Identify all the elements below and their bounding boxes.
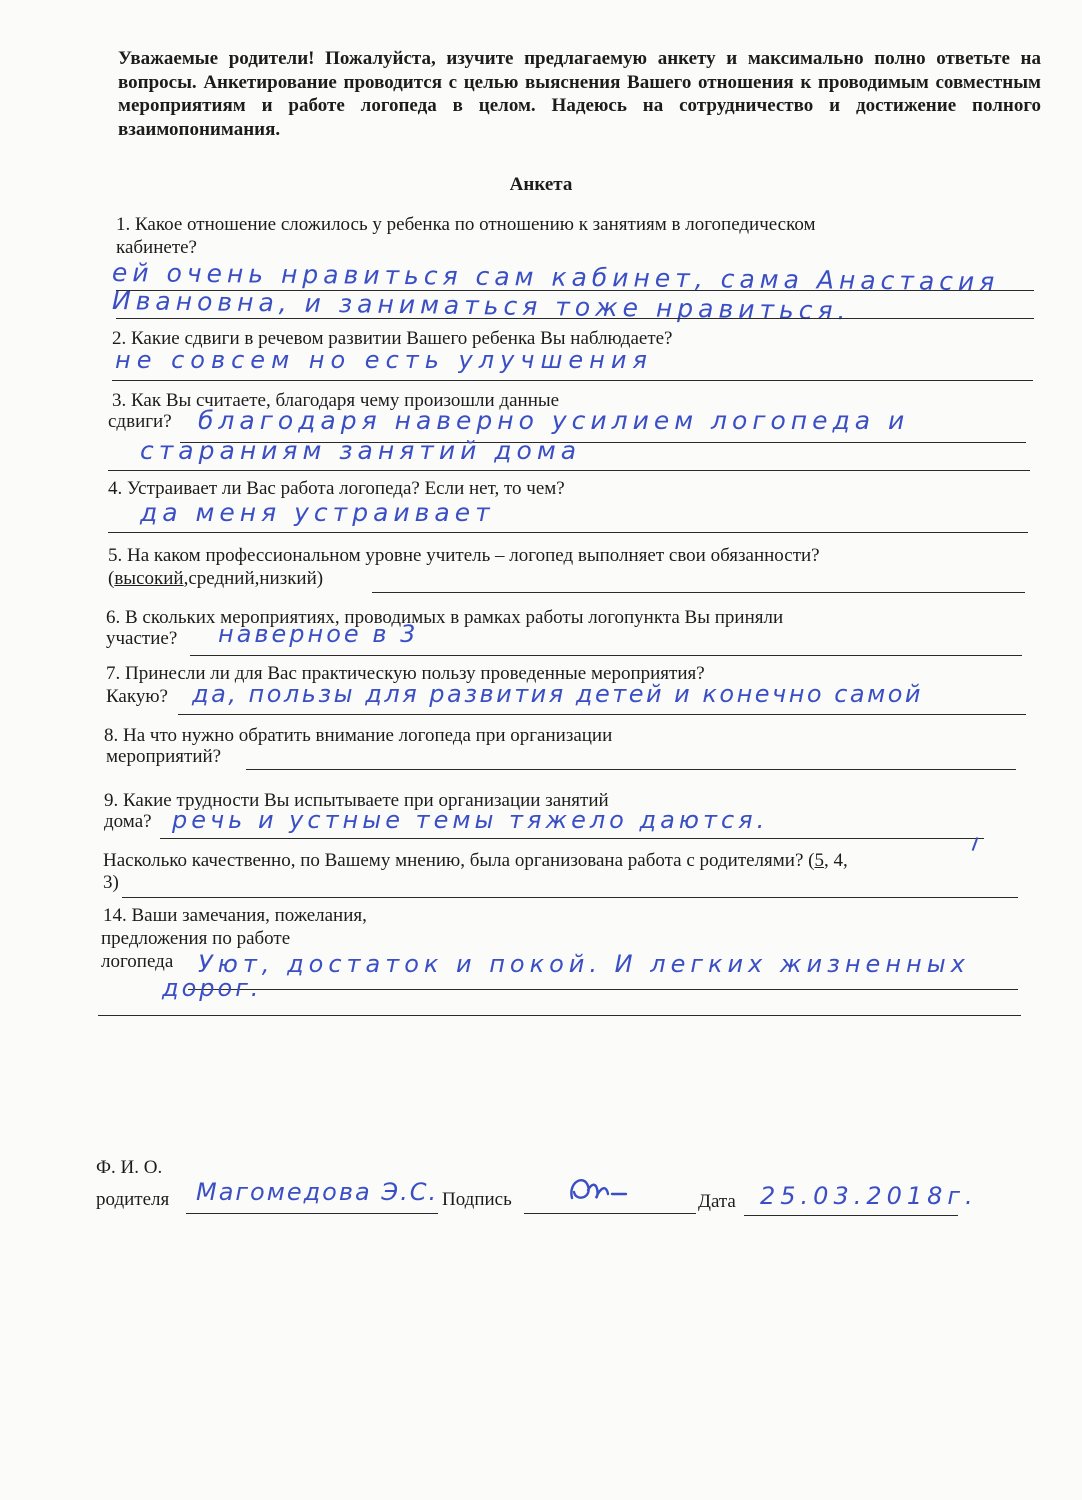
question-14-line-3: логопеда [101, 951, 174, 972]
question-10-line-2: 3) [103, 872, 119, 893]
fio-label: Ф. И. О. [96, 1157, 163, 1178]
parent-name-rule [186, 1213, 438, 1214]
answer-3-rule-2 [108, 470, 1030, 471]
answer-5-rule [372, 592, 1025, 593]
answer-7: да, пользы для развития детей и конечно самой [192, 680, 924, 708]
answer-6-rule [190, 655, 1022, 656]
answer-4: да меня устраивает [140, 498, 495, 527]
answer-7-rule [178, 714, 1026, 715]
answer-2: не совсем но есть улучшения [115, 346, 653, 374]
question-2: 2. Какие сдвиги в речевом развитии Вашего ребенка Вы наблюдаете? [112, 328, 673, 349]
parent-label: родителя [96, 1189, 170, 1210]
question-14-line-2: предложения по работе [101, 928, 291, 949]
answer-1-line-2: Ивановна, и заниматься тоже нравиться. [111, 286, 851, 326]
score-check-mark [972, 837, 979, 851]
question-1-line-1: 1. Какое отношение сложилось у ребенка по отношению к занятиям в логопедическом [116, 214, 816, 235]
question-7-line-1: 7. Принесли ли для Вас практическую пользу проведенные мероприятия? [106, 663, 705, 684]
answer-14-rule-1 [188, 989, 1018, 990]
question-1-line-2: кабинете? [116, 237, 197, 258]
question-14-line-1: 14. Ваши замечания, пожелания, [103, 905, 367, 926]
question-7-line-2: Какую? [106, 686, 168, 707]
page-title: Анкета [509, 174, 573, 195]
question-5-line-2: (высокий,средний,низкий) [108, 568, 324, 589]
selected-level-high: высокий [114, 568, 184, 589]
question-10-line-1: Насколько качественно, по Вашему мнению, была организована работа с родителями? (5, 4, [103, 850, 848, 871]
answer-1-line-1: ей очень нравиться сам кабинет, сама Анастасия [111, 258, 1000, 297]
selected-score-five: 5 [814, 850, 824, 871]
answer-8-rule [246, 769, 1016, 770]
date-value: 25.03.2018г. [760, 1182, 978, 1210]
signature-label: Подпись [442, 1189, 512, 1210]
question-4: 4. Устраивает ли Вас работа логопеда? Если нет, то чем? [108, 478, 565, 499]
answer-2-rule [112, 380, 1033, 381]
question-8-line-2: мероприятий? [106, 746, 222, 767]
intro-paragraph: Уважаемые родители! Пожалуйста, изучите предлагаемую анкету и максимально полно ответьте на вопросы. Анкетирование проводится с целью выяснения Вашего отношения к проводимым совместным мероприятиям и работе логопеда в целом. Надеюсь на сотрудничество и достижение полного взаимопонимания. [118, 48, 1041, 140]
parent-name: Магомедова Э.С. [196, 1178, 439, 1206]
question-3-line-1: 3. Как Вы считаете, благодаря чему произошли данные [112, 390, 560, 411]
question-6-line-1: 6. В скольких мероприятиях, проводимых в рамках работы логопункта Вы приняли [106, 607, 784, 628]
answer-3-line-2: стараниям занятий дома [140, 436, 582, 465]
answer-9-rule [160, 838, 984, 839]
signature-rule [524, 1213, 696, 1214]
answer-3-line-1: благодаря наверно усилием логопеда и [198, 406, 910, 435]
answer-1-rule-2 [116, 318, 1034, 319]
question-8-line-1: 8. На что нужно обратить внимание логопеда при организации [104, 725, 613, 746]
date-label: Дата [698, 1191, 736, 1212]
question-9-line-2: дома? [104, 811, 152, 832]
question-3-line-2: сдвиги? [108, 411, 172, 432]
question-6-line-2: участие? [106, 628, 178, 649]
answer-14-line-1: Уют, достаток и покой. И легких жизненных [198, 950, 970, 978]
answer-14-line-2: дорог. [162, 974, 262, 1002]
question-9-line-1: 9. Какие трудности Вы испытываете при организации занятий [104, 790, 609, 811]
answer-9: речь и устные темы тяжело даются. [172, 806, 769, 834]
answer-6: наверное в 3 [218, 620, 419, 648]
question-5-line-1: 5. На каком профессиональном уровне учитель – логопед выполняет свои обязанности? [108, 545, 820, 566]
answer-14-rule-2 [98, 1015, 1021, 1016]
answer-10-rule [122, 897, 1018, 898]
handwritten-signature [566, 1168, 646, 1215]
answer-4-rule [108, 532, 1028, 533]
date-rule [744, 1215, 958, 1216]
